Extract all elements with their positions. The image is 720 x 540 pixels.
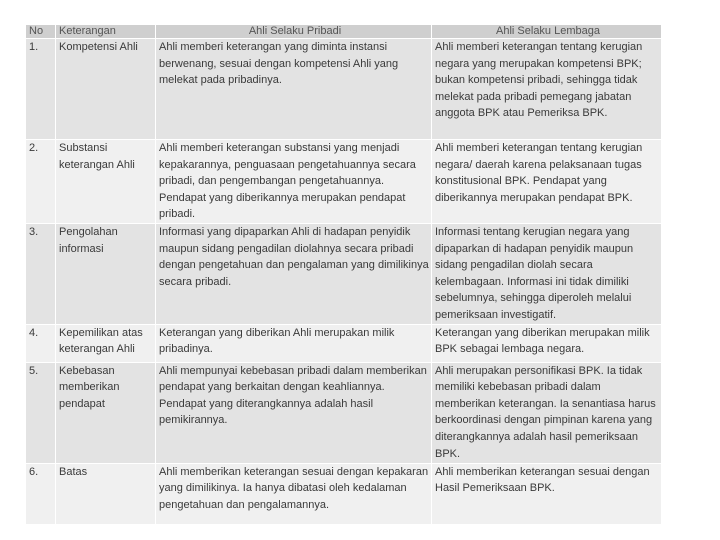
header-ahli-lembaga: Ahli Selaku Lembaga: [432, 25, 662, 39]
row-keterangan: Kompetensi Ahli: [56, 39, 156, 140]
row-ahli-lembaga: Ahli memberi keterangan tentang kerugian negara yang merupakan kompetensi BPK; bukan kompetensi pribadi, sehingga tidak melekat pada pribadi pemegang jabatan anggota BPK atau Pemeriksa BPK.: [432, 39, 662, 140]
row-number: 4.: [26, 324, 56, 362]
row-keterangan: Pengolahan informasi: [56, 223, 156, 324]
header-no: No: [26, 25, 56, 39]
row-ahli-pribadi: Ahli memberi keterangan yang diminta instansi berwenang, sesuai dengan kompetensi Ahli yang melekat pada pribadinya.: [156, 39, 432, 140]
row-keterangan: Substansi keterangan Ahli: [56, 140, 156, 224]
row-ahli-pribadi: Ahli memberikan keterangan sesuai dengan kepakaran yang dimilikinya. Ia hanya dibatasi oleh kedalaman pengetahuan dan pengalamannya.: [156, 463, 432, 524]
row-ahli-pribadi: Informasi yang dipaparkan Ahli di hadapan penyidik maupun sidang pengadilan diolahnya secara pribadi dengan pengetahuan dan pengalaman yang dimilikinya secara pribadi.: [156, 223, 432, 324]
comparison-table: [25, 24, 662, 525]
table-row: [26, 39, 662, 140]
row-keterangan: Kepemilikan atas keterangan Ahli: [56, 324, 156, 362]
row-number: 5.: [26, 362, 56, 463]
row-number: 6.: [26, 463, 56, 524]
header-ahli-pribadi: Ahli Selaku Pribadi: [156, 25, 432, 39]
row-ahli-lembaga: Ahli memberikan keterangan sesuai dengan Hasil Pemeriksaan BPK.: [432, 463, 662, 524]
row-keterangan: Kebebasan memberikan pendapat: [56, 362, 156, 463]
row-ahli-lembaga: Keterangan yang diberikan merupakan milik BPK sebagai lembaga negara.: [432, 324, 662, 362]
row-ahli-lembaga: Ahli memberi keterangan tentang kerugian negara/ daerah karena pelaksanaan tugas konstitusional BPK. Pendapat yang diberikannya merupakan pendapat BPK.: [432, 140, 662, 224]
row-ahli-lembaga: Ahli merupakan personifikasi BPK. Ia tidak memiliki kebebasan pribadi dalam memberikan keterangan. Ia senantiasa harus berkoordinasi dengan pimpinan karena yang diterangkannya adalah hasil pemeriksaan BPK.: [432, 362, 662, 463]
row-ahli-lembaga: Informasi tentang kerugian negara yang dipaparkan di hadapan penyidik maupun sidang pengadilan diolah secara kelembagaan. Informasi ini tidak dimiliki sebelumnya, sehingga diperoleh melalui pemeriksaan investigatif.: [432, 223, 662, 324]
table-header-row: [26, 25, 662, 39]
row-number: 2.: [26, 140, 56, 224]
table-row: [26, 463, 662, 524]
table-row: [26, 324, 662, 362]
row-ahli-pribadi: Keterangan yang diberikan Ahli merupakan milik pribadinya.: [156, 324, 432, 362]
row-ahli-pribadi: Ahli mempunyai kebebasan pribadi dalam memberikan pendapat yang berkaitan dengan keahliannya. Pendapat yang diterangkannya adalah hasil pemikirannya.: [156, 362, 432, 463]
table-row: [26, 140, 662, 224]
table-row: [26, 223, 662, 324]
row-keterangan: Batas: [56, 463, 156, 524]
row-number: 1.: [26, 39, 56, 140]
row-number: 3.: [26, 223, 56, 324]
row-ahli-pribadi: Ahli memberi keterangan substansi yang menjadi kepakarannya, penguasaan pengetahuannya secara pribadi, dan pengembangan pengetahuannya. Pendapat yang diberikannya merupakan pendapat pribadi.: [156, 140, 432, 224]
header-keterangan: Keterangan: [56, 25, 156, 39]
comparison-table-container: [25, 24, 661, 525]
table-row: [26, 362, 662, 463]
